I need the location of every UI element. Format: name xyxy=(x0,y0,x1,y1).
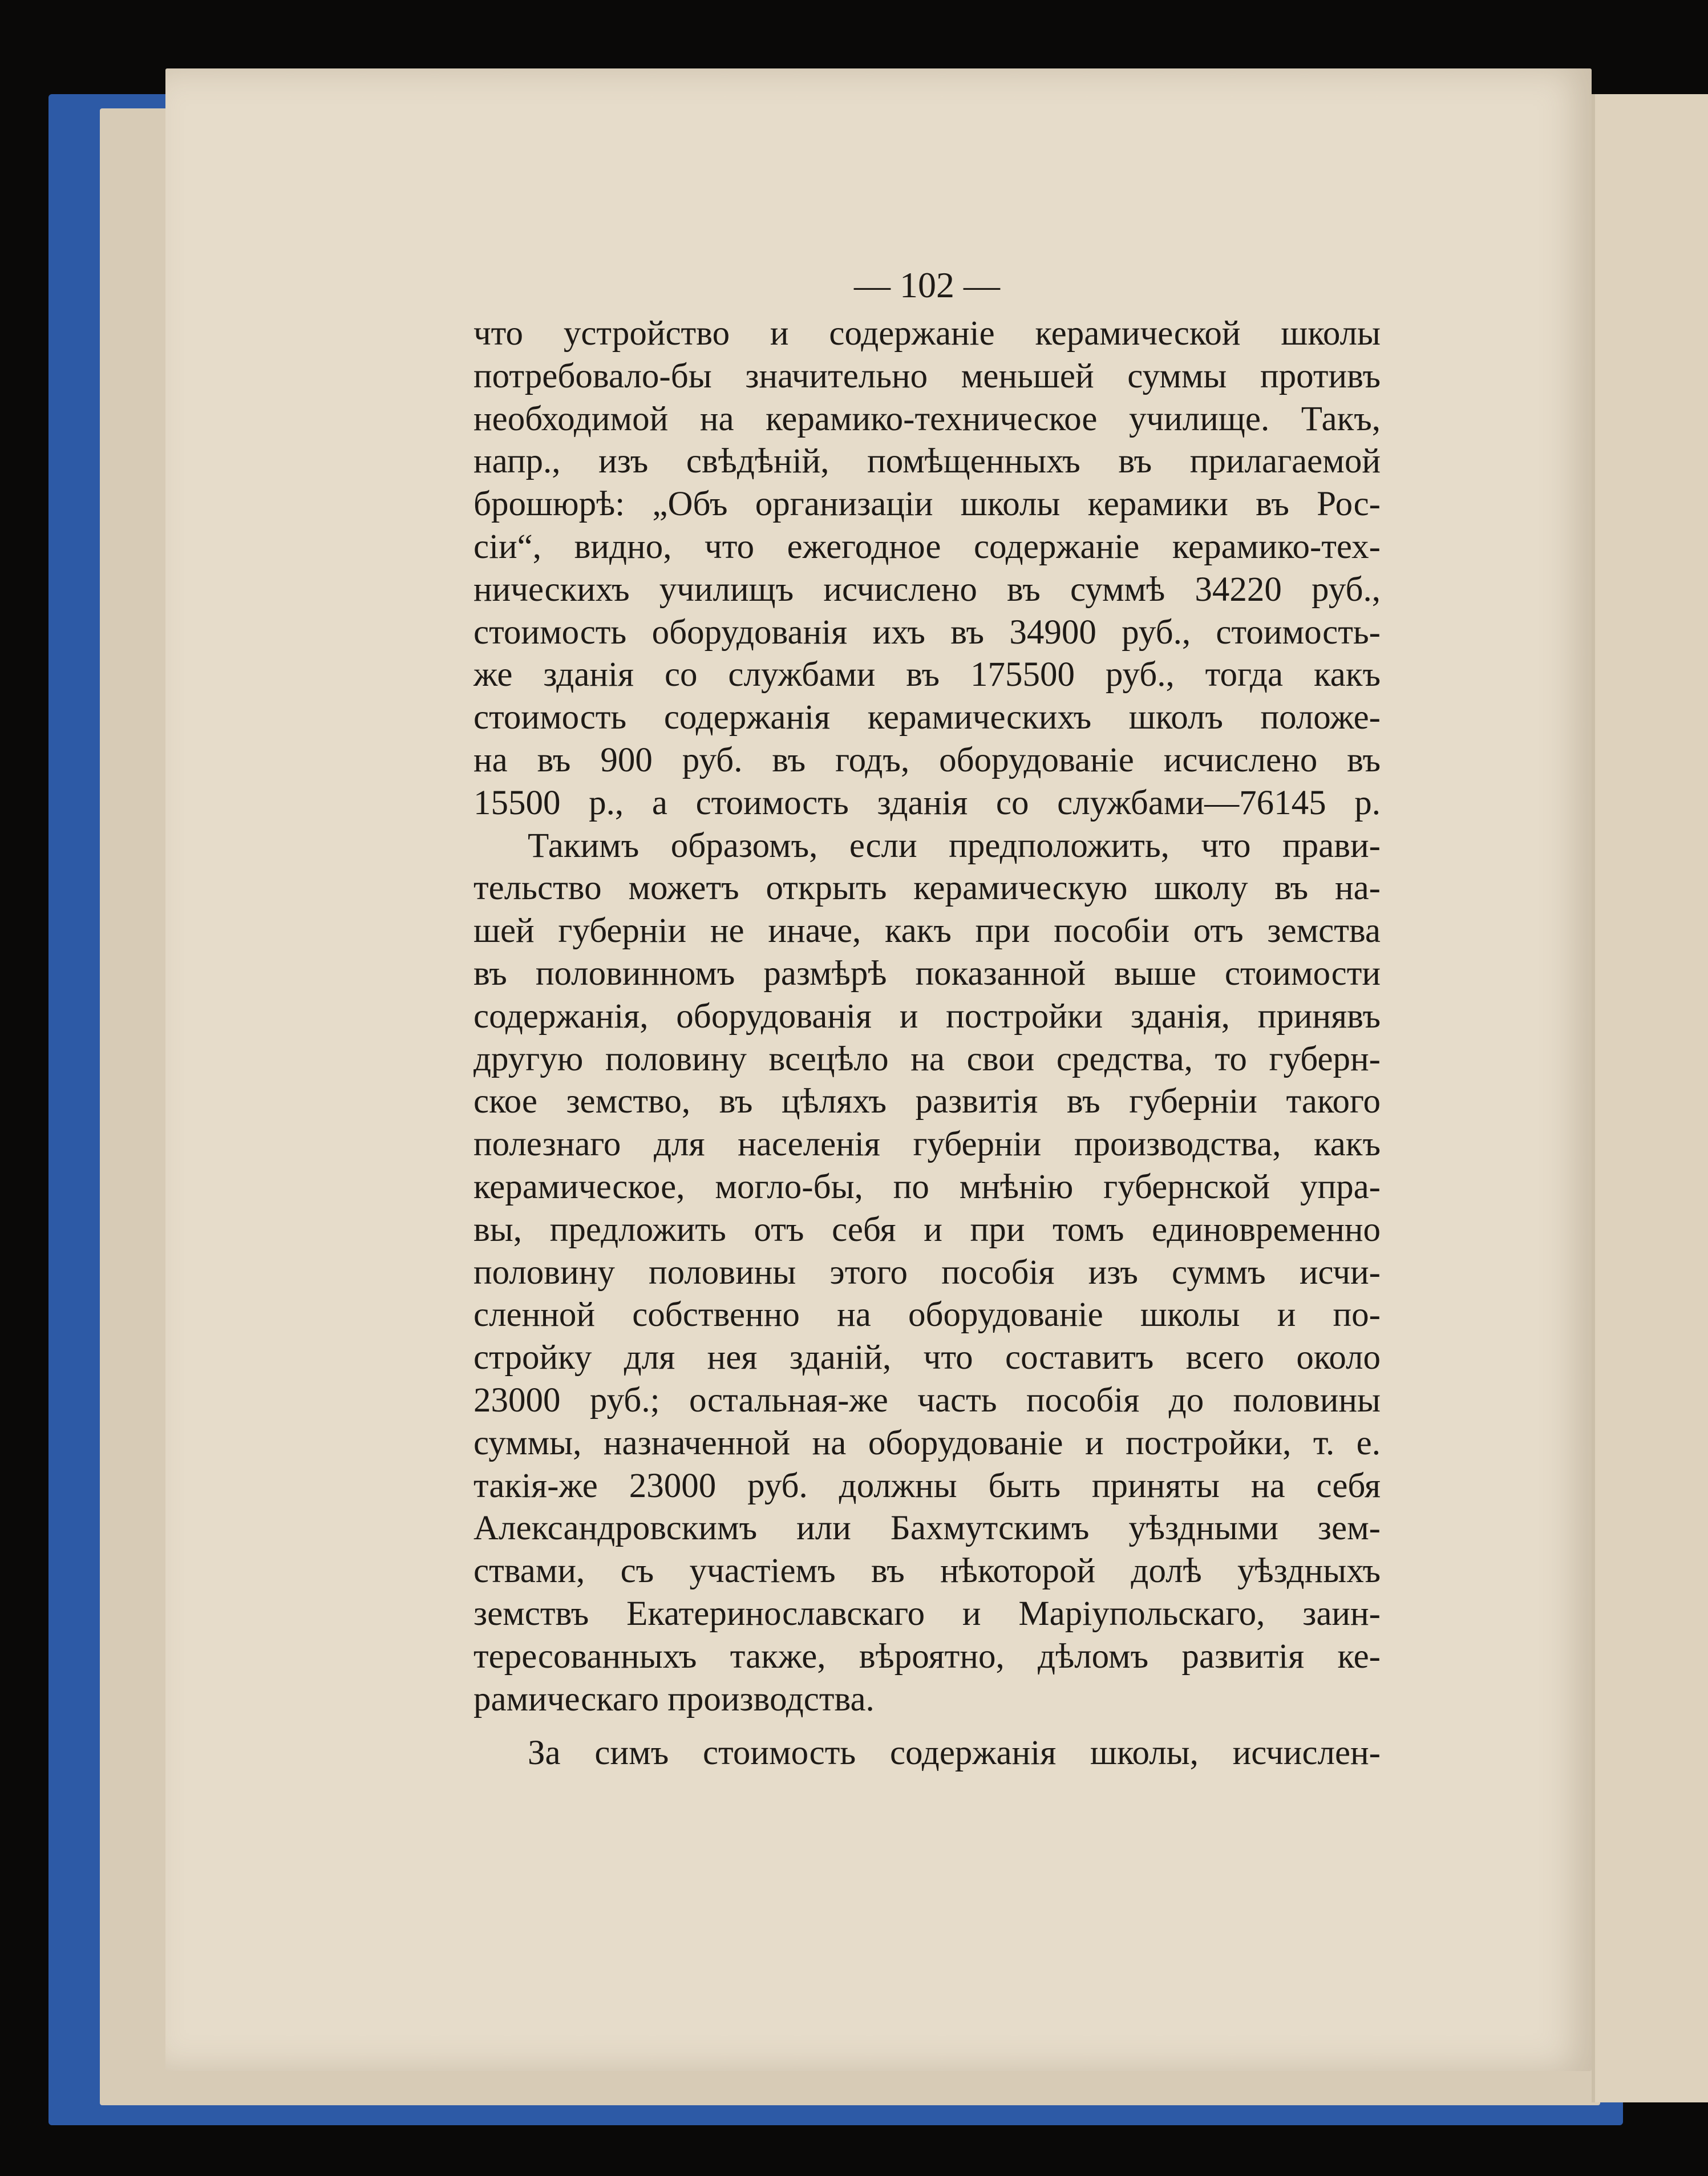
text-line: стоимость содержанія керамическихъ школъ положе- xyxy=(473,698,1381,737)
text-line: тересованныхъ также, вѣроятно, дѣломъ развитія ке- xyxy=(473,1637,1381,1676)
text-line: половину половины этого пособія изъ суммъ исчи- xyxy=(473,1253,1381,1292)
text-line: что устройство и содержаніе керамической школы xyxy=(473,314,1381,353)
text-line: 15500 р., а стоимость зданія со службами—76145 р. xyxy=(473,783,1381,822)
text-line: стройку для нея зданій, что составитъ всего около xyxy=(473,1338,1381,1377)
text-line: Александровскимъ или Бахмутскимъ уѣздными зем- xyxy=(473,1509,1381,1548)
text-line: керамическое, могло-бы, по мнѣнію губернской упра- xyxy=(473,1167,1381,1206)
text-line: же зданія со службами въ 175500 руб., тогда какъ xyxy=(473,656,1381,694)
text-line: потребовало-бы значительно меньшей суммы противъ xyxy=(473,357,1381,395)
text-line: сіи“, видно, что ежегодное содержаніе керамико-тех- xyxy=(473,527,1381,566)
text-line: земствъ Екатеринославскаго и Маріупольскаго, заин- xyxy=(473,1594,1381,1633)
text-line: другую половину всецѣло на свои средства, то губерн- xyxy=(473,1040,1381,1078)
text-line: на въ 900 руб. въ годъ, оборудованіе исчислено въ xyxy=(473,741,1381,779)
text-line: суммы, назначенной на оборудованіе и постройки, т. е. xyxy=(473,1423,1381,1462)
page-content xyxy=(473,261,1381,1775)
text-line: рамическаго производства. xyxy=(473,1680,875,1718)
page-number: — 102 — xyxy=(854,265,1000,305)
text-line: За симъ стоимость содержанія школы, исчислен- xyxy=(528,1734,1381,1773)
text-body xyxy=(473,313,1381,1775)
text-line: ствами, съ участіемъ въ нѣкоторой долѣ уѣздныхъ xyxy=(473,1552,1381,1591)
text-line: Такимъ образомъ, если предположить, что прави- xyxy=(528,826,1381,865)
next-page-edge xyxy=(1592,94,1708,2102)
text-line: ническихъ училищъ исчислено въ суммѣ 34220 руб., xyxy=(473,570,1381,609)
paragraph-gap xyxy=(473,1721,1381,1732)
text-line: необходимой на керамико-техническое училище. Такъ, xyxy=(473,399,1381,438)
text-line: сленной собственно на оборудованіе школы и по- xyxy=(473,1296,1381,1334)
text-line: ское земство, въ цѣляхъ развитія въ губерніи такого xyxy=(473,1082,1381,1121)
text-line: брошюрѣ: „Объ организаціи школы керамики въ Рос- xyxy=(473,485,1381,524)
text-line: полезнаго для населенія губерніи производства, какъ xyxy=(473,1125,1381,1164)
text-line: вы, предложить отъ себя и при томъ единовременно xyxy=(473,1210,1381,1249)
text-line: стоимость оборудованія ихъ въ 34900 руб., стоимость- xyxy=(473,613,1381,652)
text-line: 23000 руб.; остальная-же часть пособія до половины xyxy=(473,1381,1381,1419)
text-line: въ половинномъ размѣрѣ показанной выше стоимости xyxy=(473,954,1381,993)
text-line: напр., изъ свѣдѣній, помѣщенныхъ въ прилагаемой xyxy=(473,442,1381,481)
text-line: содержанія, оборудованія и постройки зданія, принявъ xyxy=(473,997,1381,1036)
text-line: тельство можетъ открыть керамическую школу въ на- xyxy=(473,869,1381,908)
text-line: шей губерніи не иначе, какъ при пособіи отъ земства xyxy=(473,912,1381,951)
text-line: такія-же 23000 руб. должны быть приняты на себя xyxy=(473,1466,1381,1505)
